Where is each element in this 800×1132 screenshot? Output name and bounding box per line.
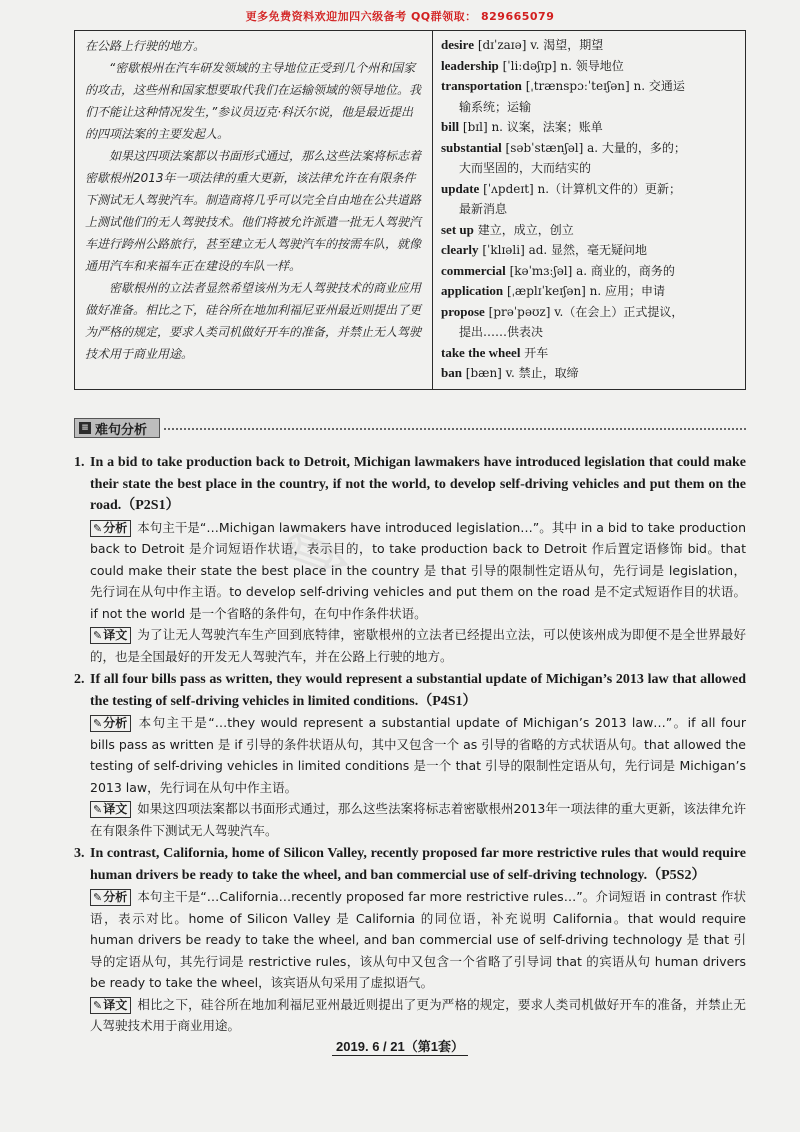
vocab-entry	[441, 302, 739, 343]
pen-icon: ✎	[93, 521, 103, 535]
vocab-definition: [kəˈmɜːʃəl] a. 商业的，商务的	[509, 263, 675, 278]
section-header	[74, 418, 746, 440]
watermark-icon: ✎	[267, 499, 368, 613]
translation-paragraph: 密歇根州的立法者显然希望该州为无人驾驶技术的商业应用做好准备。相比之下，硅谷所在地加利福尼亚州最近则提出了更为严格的规定，要求人类司机做好开车的准备，并禁止无人驾驶技术用于商业用途。	[85, 281, 422, 361]
translation-text: 为了让无人驾驶汽车生产回到底特律，密歇根州的立法者已经提出立法，可以使该州成为即便不是全世界最好的，也是全国最好的开发无人驾驶汽车，并在公路上行驶的地方。	[90, 627, 746, 664]
vocab-entry	[441, 343, 739, 364]
vocab-word: propose	[441, 303, 485, 319]
vocab-word: leadership	[441, 57, 499, 73]
difficult-sentence: In contrast, California, home of Silicon Valley, recently proposed far more restrictive rules that would require human drivers be ready to take the wheel, and ban commercial use of self-driving technology.（P5S2）	[90, 846, 746, 883]
analysis-label: ✎分析	[90, 889, 131, 906]
vocab-definition: [ˈʌpdeɪt] n.（计算机文件的）更新；	[483, 181, 682, 196]
vocab-word: ban	[441, 365, 462, 380]
translation-text: 相比之下，硅谷所在地加利福尼亚州最近则提出了更为严格的规定，要求人类司机做好开车的准备，并禁止无人驾驶技术用于商业用途。	[90, 996, 746, 1033]
analysis-paragraph	[90, 712, 746, 798]
analysis-paragraph	[90, 517, 746, 625]
vocab-definition-cont: 最新消息	[459, 202, 508, 216]
vocab-entry	[441, 281, 739, 302]
vocab-definition: [ˌæplɪˈkeɪʃən] n. 应用；申请	[506, 284, 666, 298]
vocab-word: application	[441, 283, 504, 298]
analysis-item	[74, 452, 746, 667]
vocab-definition-cont: 提出……供表决	[459, 325, 544, 339]
vocab-definition: [səbˈstænʃəl] a. 大量的，多的；	[505, 140, 686, 155]
vocab-definition: [ˈklɪəli] ad. 显然，毫无疑问地	[482, 243, 648, 257]
vocab-definition: [bɪl] n. 议案，法案；账单	[462, 120, 603, 134]
analysis-text: 本句主干是“…Michigan lawmakers have introduced legislation…”。其中 in a bid to take production back to Detroit 是介词短语作状语，表示目的，to take production back to Detroit 作后置定语修饰 bid。that could make their state the best place in the country 是 that 引导的限制性定语从句，先行词是 legislation，先行词在从句中作主语。to develop self-driving vehicles and put them on the road 是不定式短语作目的状语。if not the world 是一个省略的条件句，在句中作条件状语。	[90, 519, 746, 621]
pen-icon: ✎	[93, 803, 103, 816]
vocab-definition: [dɪˈzaɪə] v. 渴望，期望	[477, 38, 604, 52]
translation-paragraph: 在公路上行驶的地方。	[85, 39, 206, 53]
vocab-entry	[441, 363, 739, 384]
translation-label: ✎译文	[90, 997, 131, 1014]
vocab-definition: [ˌtrænspɔːˈteɪʃən] n. 交通运	[525, 79, 685, 93]
vocab-word: desire	[441, 37, 474, 52]
vocab-entry	[441, 56, 739, 77]
analysis-label: ✎分析	[90, 715, 131, 732]
vocab-definition-cont: 输系统；运输	[459, 99, 532, 114]
page-footer	[0, 1036, 800, 1055]
translation-label: ✎译文	[90, 801, 131, 818]
vocab-definition: 开车	[524, 345, 549, 360]
vocab-entry	[441, 117, 739, 138]
list-icon: ≡	[79, 422, 91, 434]
pen-icon: ✎	[93, 717, 103, 730]
item-number: 3.	[74, 846, 85, 861]
section-divider	[164, 428, 746, 430]
translation-paragraph	[90, 994, 746, 1037]
sentence-analysis-list	[74, 452, 746, 1039]
vocab-definition-cont: 大而坚固的，大而结实的	[459, 161, 592, 175]
vocab-word: take the wheel	[441, 344, 521, 360]
vocab-word: clearly	[441, 242, 479, 257]
vocab-word: substantial	[441, 139, 502, 155]
analysis-item	[74, 843, 746, 1037]
difficult-sentence: If all four bills pass as written, they would represent a substantial update of Michigan’s 2013 law that allowed the testing of self-driving vehicles in limited conditions.（P4S1）	[90, 672, 746, 709]
translation-paragraph: “密歇根州在汽车研发领域的主导地位正受到几个州和国家的攻击，这些州和国家想要取代我们在运输领域的领导地位。我们不能让这种情况发生，”参议员迈克·科沃尔说，他是最近提出的四项法案的主要发起人。	[85, 61, 422, 141]
pen-icon: ✎	[93, 891, 103, 904]
section-title: 难句分析	[95, 422, 148, 438]
promo-banner: 更多免费资料欢迎加四六级备考 QQ群领取： 829665079	[245, 10, 555, 23]
vocab-entry	[441, 35, 739, 56]
footer-date: 2019. 6 / 21（第1套）	[332, 1039, 468, 1056]
vocab-entry	[441, 261, 739, 282]
vocab-entry	[441, 76, 739, 117]
analysis-text: 本句主干是“…California…recently proposed far more restrictive rules…”。介词短语 in contrast 作状语，表示对比。home of Silicon Valley 是 California 的同位语，补充说明 California。that would require human drivers be ready to take the wheel, and ban commercial use of self-driving technology 是 that 引导的定语从句，其先行词是 restrictive rules，该从句中又包含一个省略了引导词 that 的宾语从句 human drivers be ready to take the wheel，该宾语从句采用了虚拟语气。	[90, 889, 746, 990]
vocab-entry	[441, 220, 739, 241]
translation-label: ✎译文	[90, 627, 131, 644]
analysis-paragraph	[90, 886, 746, 994]
translation-text: 如果这四项法案都以书面形式通过，那么这些法案将标志着密歇根州2013年一项法律的重大更新，该法律允许在有限条件下测试无人驾驶汽车。	[90, 801, 746, 838]
vocab-word: update	[441, 180, 480, 196]
analysis-item	[74, 669, 746, 841]
translation-paragraph	[90, 624, 746, 667]
difficult-sentence: In a bid to take production back to Detroit, Michigan lawmakers have introduced legislation that could make their state the best place in the country, if not the world, to develop self-driving vehicles and put them on the road.（P2S1）	[90, 455, 746, 513]
item-number: 1.	[74, 455, 85, 470]
translation-vocabulary-box	[74, 30, 746, 390]
pen-icon: ✎	[93, 629, 103, 642]
vocab-word: bill	[441, 119, 460, 134]
translation-paragraph	[90, 798, 746, 841]
pen-icon: ✎	[93, 998, 103, 1012]
translation-paragraph: 如果这四项法案都以书面形式通过，那么这些法案将标志着密歇根州2013年一项法律的重大更新，该法律允许在有限条件下测试无人驾驶汽车。制造商将几乎可以完全自由地在公共道路上测试他们的无人驾驶技术。他们将被允许派遣一批无人驾驶汽车进行跨州公路旅行，甚至建立无人驾驶汽车的按需车队，就像通用汽车和来福车正在建设的车队一样。	[85, 149, 422, 273]
vocab-definition: [prəˈpəʊz] v.（在会上）正式提议，	[488, 304, 684, 319]
vocab-word: commercial	[441, 262, 506, 278]
section-tag	[74, 418, 160, 438]
vocab-word: set up	[441, 221, 474, 237]
vocab-word: transportation	[441, 78, 522, 93]
vocab-entry	[441, 179, 739, 220]
vocab-entry	[441, 138, 739, 179]
vocab-definition: [bæn] v. 禁止，取缔	[465, 366, 579, 380]
analysis-text: 本句主干是“…they would represent a substantial update of Michigan’s 2013 law…”。if all four bills pass as written 是 if 引导的条件状语从句，其中又包含一个 as 引导的省略的方式状语从句。that allowed the testing of self-driving vehicles in limited conditions 是一个 that 引导的限制性定语从句，先行词是 Michigan’s 2013 law，先行词在从句中作主语。	[90, 715, 746, 795]
vocab-definition: 建立，成立，创立	[477, 222, 574, 237]
vocab-definition: [ˈliːdəʃɪp] n. 领导地位	[502, 58, 624, 73]
vocab-entry	[441, 240, 739, 261]
item-number: 2.	[74, 672, 85, 687]
translation-column	[75, 31, 433, 389]
analysis-label: ✎分析	[90, 520, 131, 537]
vocabulary-column	[433, 31, 745, 389]
